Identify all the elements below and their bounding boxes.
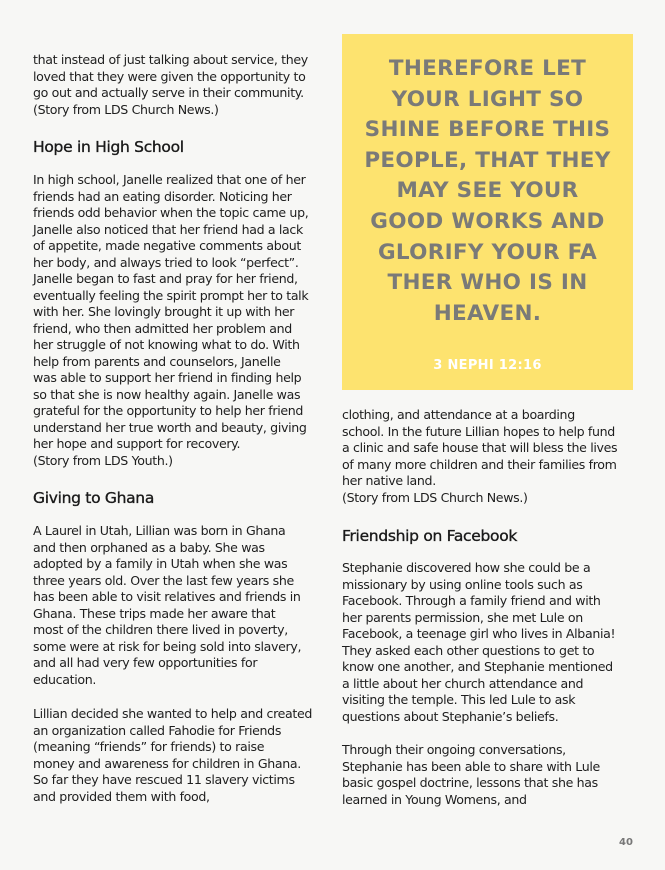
- text-line: her body, and always tried to look “perfect”.: [33, 254, 299, 270]
- text-line: Through their ongoing conversations,: [342, 742, 566, 757]
- left-paragraph-4: [33, 706, 312, 805]
- page-number: 40: [619, 837, 633, 848]
- text-line: visiting the temple. This led Lule to ask: [342, 692, 576, 707]
- text-line: her hope and support for recovery.: [33, 436, 241, 451]
- text-line: money and awareness for children in Ghana.: [33, 755, 301, 771]
- text-line: eventually feeling the spirit prompt her to talk: [33, 287, 309, 303]
- text-line: know one another, and Stephanie mentioned: [342, 659, 613, 674]
- text-line: school. In the future Lillian hopes to help fund: [342, 423, 615, 439]
- text-line: (Story from LDS Youth.): [33, 452, 173, 468]
- text-line: Janelle also noticed that her friend had a lack: [33, 221, 303, 237]
- text-line: a little about her church attendance and: [342, 675, 584, 691]
- text-line: some were at risk for being sold into slavery,: [33, 638, 302, 654]
- right-paragraph-2: [342, 560, 615, 725]
- text-line: with her. She lovingly brought it up with her: [33, 304, 295, 319]
- text-line: three years old. Over the last few years she: [33, 572, 294, 588]
- text-line: THEREFORE LET: [388, 56, 587, 81]
- text-line: her struggle of not knowing what to do. With: [33, 337, 300, 352]
- text-line: basic gospel doctrine, lessons that she has: [342, 775, 598, 790]
- text-line: Stephanie has been able to share with Lule: [342, 758, 600, 774]
- text-line: missionary by using online tools such as: [342, 576, 583, 592]
- text-line: an organization called Fahodie for Friends: [33, 722, 282, 738]
- text-line: so that she is now healthy again. Janelle was: [33, 386, 301, 402]
- text-line: friends had an eating disorder. Noticing her: [33, 188, 292, 204]
- text-line: of appetite, made negative comments about: [33, 238, 301, 253]
- heading-giving-to-ghana: Giving to Ghana: [33, 489, 155, 507]
- text-line: In high school, Janelle realized that one of her: [33, 172, 306, 187]
- text-line: loved that they were given the opportunity to: [33, 68, 306, 84]
- text-line: that instead of just talking about service, they: [33, 52, 308, 67]
- text-line: education.: [33, 671, 96, 687]
- text-line: (Story from LDS Church News.): [342, 489, 528, 505]
- text-line: and provided them with food,: [33, 788, 210, 804]
- text-line: THER WHO IS IN: [387, 270, 588, 296]
- text-line: help from parents and counselors, Janelle: [33, 353, 281, 369]
- text-line: Stephanie discovered how she could be a: [342, 560, 591, 575]
- text-line: and all had very few opportunities for: [33, 655, 258, 670]
- text-line: They asked each other questions to get to: [342, 642, 595, 658]
- right-paragraph-3: [342, 742, 600, 808]
- right-paragraph-1: [342, 407, 617, 506]
- text-line: GOOD WORKS AND: [370, 208, 605, 234]
- left-paragraph-2: [33, 172, 308, 469]
- text-line: friend, who then admitted her problem and: [33, 320, 292, 336]
- text-line: Facebook. Through a family friend and with: [342, 593, 601, 608]
- heading-friendship-on-facebook: Friendship on Facebook: [342, 527, 518, 545]
- text-line: (meaning “friends” for friends) to raise: [33, 739, 265, 754]
- text-line: friends odd behavior when the topic came up,: [33, 205, 309, 220]
- text-line: most of the children there lived in poverty,: [33, 622, 288, 637]
- text-line: her parents permission, she met Lule on: [342, 609, 583, 625]
- text-line: SHINE BEFORE THIS: [364, 117, 611, 143]
- text-line: and then orphaned as a baby. She was: [33, 539, 265, 555]
- text-line: Lillian decided she wanted to help and created: [33, 706, 313, 721]
- left-paragraph-1: [33, 52, 308, 118]
- text-line: A Laurel in Utah, Lillian was born in Ghana: [33, 523, 286, 538]
- text-line: was able to support her friend in finding help: [33, 370, 302, 385]
- text-line: learned in Young Womens, and: [342, 791, 527, 807]
- quote-text: [342, 54, 633, 329]
- left-paragraph-3: [33, 523, 301, 688]
- text-line: HEAVEN.: [433, 300, 542, 326]
- text-line: her native land.: [342, 473, 436, 488]
- text-line: questions about Stephanie’s beliefs.: [342, 708, 559, 724]
- text-line: of many more children and their families from: [342, 456, 617, 472]
- text-line: Facebook, a teenage girl who lives in Albania!: [342, 626, 616, 641]
- text-line: MAY SEE YOUR: [396, 178, 579, 204]
- text-line: So far they have rescued 11 slavery victims: [33, 772, 295, 787]
- scripture-quote-box: [342, 34, 633, 390]
- text-line: grateful for the opportunity to help her friend: [33, 403, 304, 418]
- quote-reference: 3 NEPHI 12:16: [433, 358, 542, 373]
- text-line: (Story from LDS Church News.): [33, 101, 219, 117]
- text-line: PEOPLE, THAT THEY: [364, 147, 611, 173]
- text-line: Janelle began to fast and pray for her friend,: [33, 271, 298, 286]
- text-line: understand her true worth and beauty, giving: [33, 419, 307, 435]
- heading-hope-in-high-school: Hope in High School: [33, 138, 184, 156]
- text-line: Ghana. These trips made her aware that: [33, 605, 276, 621]
- text-line: adopted by a family in Utah when she was: [33, 556, 288, 571]
- text-line: a clinic and safe house that will bless the lives: [342, 440, 618, 455]
- text-line: YOUR LIGHT SO: [391, 86, 584, 112]
- text-line: go out and actually serve in their community.: [33, 85, 304, 100]
- text-line: clothing, and attendance at a boarding: [342, 407, 575, 422]
- text-line: GLORIFY YOUR FA: [377, 239, 598, 265]
- text-line: has been able to visit relatives and friends in: [33, 589, 301, 604]
